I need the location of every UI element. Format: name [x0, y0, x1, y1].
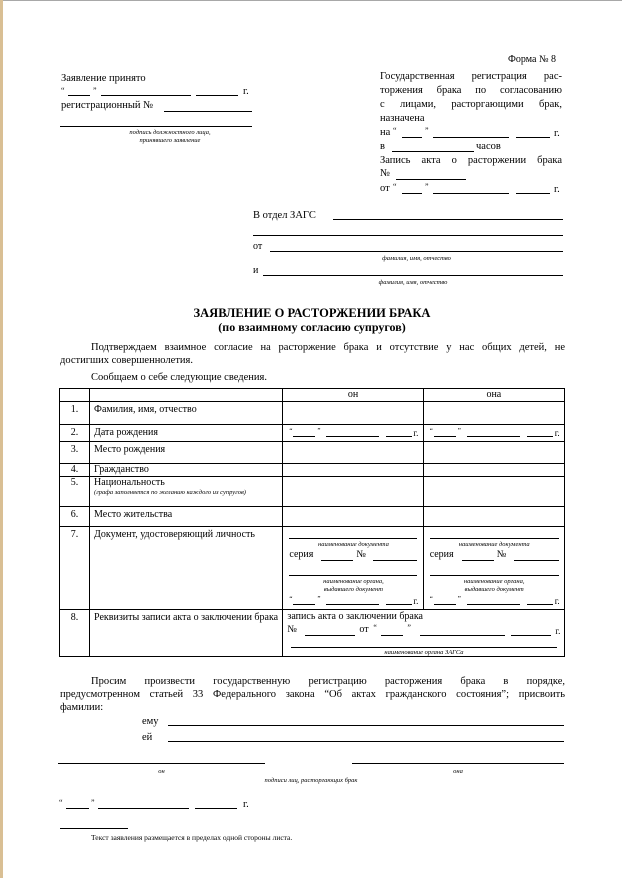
her-label: ей — [142, 732, 153, 743]
signature-caption-1: подпись должностного лица, — [129, 129, 211, 136]
quote-close: ” — [457, 595, 461, 603]
page-border-top — [0, 0, 622, 1]
table-row — [60, 464, 565, 477]
header-num-cell — [60, 389, 90, 402]
row-number: 2. — [60, 425, 90, 442]
table-row — [60, 402, 565, 425]
signatures-caption: подписи лиц, расторгающих брак — [264, 777, 358, 784]
year-suffix: г. — [554, 128, 560, 139]
he-birth-date-cell — [283, 425, 423, 442]
row-label-cell — [90, 477, 283, 507]
applicants-info-table — [59, 388, 565, 657]
issuer-caption-2: выдавшего документ — [464, 586, 524, 593]
registration-line-2: торжения брака по согласованию — [380, 85, 562, 96]
applicant-he-fio-field[interactable] — [270, 251, 563, 252]
document-title: ЗАЯВЛЕНИЕ О РАСТОРЖЕНИИ БРАКА — [193, 306, 431, 320]
appointed-month-field[interactable] — [433, 137, 509, 138]
row-label: Дата рождения — [90, 425, 283, 442]
row-label: Реквизиты записи акта о заключении брака — [90, 610, 283, 657]
table-row — [60, 610, 565, 657]
he-residence-cell[interactable] — [283, 507, 423, 527]
quote-close: ” — [425, 126, 429, 135]
she-doc-issue-year-field[interactable] — [527, 604, 553, 605]
day-field[interactable] — [68, 95, 90, 96]
page-border-left — [0, 0, 3, 878]
footnote-separator — [60, 828, 128, 829]
record-number-field[interactable] — [396, 179, 466, 180]
table-row — [60, 507, 565, 527]
he-citizenship-cell[interactable] — [283, 464, 423, 477]
marriage-record-cell — [283, 610, 565, 657]
series-label: серия — [429, 549, 454, 560]
he-doc-number-field[interactable] — [373, 560, 417, 561]
appointed-day-field[interactable] — [402, 137, 422, 138]
she-birth-place-cell[interactable] — [423, 442, 564, 464]
she-birth-day-field[interactable] — [434, 436, 456, 437]
marriage-month-field[interactable] — [420, 635, 505, 636]
row-label: Место рождения — [90, 442, 283, 464]
he-id-document-cell — [283, 527, 423, 610]
row-number: 1. — [60, 402, 90, 425]
quote-open: “ — [393, 126, 397, 135]
table-row — [60, 425, 565, 442]
column-he: он — [283, 389, 423, 402]
from-label: от — [253, 241, 263, 252]
table-header-row — [60, 389, 565, 402]
year-suffix: г. — [555, 626, 561, 636]
and-label: и — [253, 265, 259, 276]
she-doc-issue-day-field[interactable] — [434, 604, 456, 605]
she-doc-issuer-field[interactable] — [430, 575, 559, 576]
row-label: Документ, удостоверяющий личность — [90, 527, 283, 610]
she-id-document-cell — [423, 527, 564, 610]
row-number: 3. — [60, 442, 90, 464]
application-month-field[interactable] — [98, 808, 189, 809]
row-number: 7. — [60, 527, 90, 610]
accepted-title: Заявление принято — [61, 73, 146, 84]
he-doc-series-field[interactable] — [321, 560, 353, 561]
year-suffix: г. — [554, 428, 560, 438]
signature-she-caption: она — [453, 768, 463, 775]
zags-name-field-2[interactable] — [253, 235, 563, 236]
record-year-field[interactable] — [516, 193, 550, 194]
marriage-record-label: запись акта о заключении брака — [287, 611, 423, 622]
row-number: 6. — [60, 507, 90, 527]
year-suffix: г. — [243, 799, 249, 810]
year-suffix: г. — [413, 428, 419, 438]
appointed-label: назначена — [380, 113, 425, 124]
to-zags-label: В отдел ЗАГС — [253, 210, 316, 221]
quote-open: “ — [289, 595, 293, 603]
quote-open: “ — [429, 427, 433, 435]
from-label: от — [380, 183, 390, 194]
row-note: (графа заполняется по желанию каждого из супругов) — [94, 489, 246, 496]
record-label: Запись акта о расторжении брака — [380, 155, 562, 166]
number-label: № — [496, 549, 507, 560]
she-doc-number-field[interactable] — [514, 560, 559, 561]
registration-line-1: Государственная регистрация рас- — [380, 71, 562, 82]
issuer-caption-1: наименование органа, — [323, 578, 384, 585]
he-doc-name-field[interactable] — [289, 538, 417, 539]
fio-caption: фамилия, имя, отчество — [378, 279, 448, 286]
number-label: № — [287, 624, 297, 635]
quote-close: ” — [407, 623, 411, 632]
request-line-1: Просим произвести государственную регистрацию расторжения брака в порядке, — [91, 676, 565, 687]
month-field[interactable] — [101, 95, 191, 96]
he-birth-place-cell[interactable] — [283, 442, 423, 464]
footnote: Текст заявления размещается в пределах одной стороны листа. — [91, 833, 293, 842]
she-doc-name-field[interactable] — [430, 538, 559, 539]
on-label: на — [380, 127, 391, 138]
quote-close: ” — [457, 427, 461, 435]
quote-close: ” — [317, 595, 321, 603]
year-suffix: г. — [554, 596, 560, 606]
zags-authority-field[interactable] — [291, 647, 557, 648]
row-number: 4. — [60, 464, 90, 477]
he-birth-year-field[interactable] — [386, 436, 412, 437]
he-birth-month-field[interactable] — [326, 436, 379, 437]
zags-name-field[interactable] — [333, 219, 563, 220]
registration-line-3: с лицами, расторгающими брак, — [380, 99, 562, 110]
he-doc-issue-day-field[interactable] — [293, 604, 315, 605]
doc-name-caption: наименование документа — [458, 541, 530, 548]
surname-him-field[interactable] — [168, 725, 564, 726]
marriage-year-field[interactable] — [511, 635, 551, 636]
application-day-field[interactable] — [66, 808, 89, 809]
she-residence-cell[interactable] — [423, 507, 564, 527]
row-label: Место жительства — [90, 507, 283, 527]
signature-caption-2: принявшего заявление — [139, 137, 201, 144]
at-label: в — [380, 141, 385, 152]
he-fio-cell[interactable] — [283, 402, 423, 425]
quote-close: ” — [91, 798, 95, 807]
appointed-year-field[interactable] — [516, 137, 550, 138]
quote-close: ” — [425, 182, 429, 191]
table-row — [60, 477, 565, 507]
quote-close: ” — [317, 427, 321, 435]
row-number: 8. — [60, 610, 90, 657]
record-month-field[interactable] — [433, 193, 509, 194]
table-row — [60, 442, 565, 464]
she-birth-year-field[interactable] — [527, 436, 553, 437]
appointed-time-field[interactable] — [392, 151, 474, 152]
request-line-2: предусмотренном статьей 33 Федерального закона “Об актах гражданского состояния”; присвоить — [60, 689, 565, 700]
reg-number-field[interactable] — [164, 111, 252, 112]
quote-open: “ — [61, 86, 65, 95]
marriage-day-field[interactable] — [381, 635, 403, 636]
quote-open: “ — [373, 623, 377, 632]
year-field[interactable] — [196, 95, 238, 96]
record-day-field[interactable] — [402, 193, 422, 194]
official-signature-field[interactable] — [60, 126, 252, 127]
quote-open: “ — [429, 595, 433, 603]
row-label: Гражданство — [90, 464, 283, 477]
he-nationality-cell[interactable] — [283, 477, 423, 507]
issuer-caption-2: выдавшего документ — [323, 586, 383, 593]
quote-close: ” — [93, 86, 97, 95]
reg-number-label: регистрационный № — [61, 100, 154, 111]
hours-label: часов — [476, 141, 501, 152]
he-birth-day-field[interactable] — [293, 436, 315, 437]
row-label: Национальность — [94, 477, 165, 488]
zags-caption: наименование органа ЗАГСа — [384, 649, 464, 656]
quote-open: “ — [59, 798, 63, 807]
signature-he-caption: он — [158, 768, 165, 775]
he-doc-issue-month-field[interactable] — [326, 604, 379, 605]
year-suffix: г. — [413, 596, 419, 606]
application-year-field[interactable] — [195, 808, 237, 809]
she-citizenship-cell[interactable] — [423, 464, 564, 477]
year-suffix: г. — [554, 184, 560, 195]
she-birth-date-cell — [423, 425, 564, 442]
she-doc-series-field[interactable] — [462, 560, 494, 561]
marriage-record-number-field[interactable] — [305, 635, 355, 636]
row-number: 5. — [60, 477, 90, 507]
she-nationality-cell[interactable] — [423, 477, 564, 507]
header-label-cell — [90, 389, 283, 402]
he-doc-issue-year-field[interactable] — [386, 604, 412, 605]
doc-name-caption: наименование документа — [318, 541, 389, 548]
quote-open: “ — [393, 182, 397, 191]
she-fio-cell[interactable] — [423, 402, 564, 425]
applicant-she-fio-field[interactable] — [263, 275, 563, 276]
form-number: Форма № 8 — [508, 54, 556, 65]
year-suffix: г. — [243, 86, 249, 97]
request-line-3: фамилии: — [60, 702, 104, 713]
number-label: № — [356, 549, 366, 560]
she-doc-issue-month-field[interactable] — [467, 604, 520, 605]
he-doc-issuer-field[interactable] — [289, 575, 417, 576]
document-subtitle: (по взаимному согласию супругов) — [218, 320, 406, 334]
intro-info-line: Сообщаем о себе следующие сведения. — [91, 372, 267, 383]
series-label: серия — [289, 549, 314, 560]
column-she: она — [423, 389, 564, 402]
signature-he-field[interactable] — [58, 763, 265, 764]
table-row — [60, 527, 565, 610]
him-label: ему — [142, 716, 159, 727]
number-label: № — [380, 168, 391, 179]
surname-her-field[interactable] — [168, 741, 564, 742]
issuer-caption-1: наименование органа, — [463, 578, 525, 585]
she-birth-month-field[interactable] — [467, 436, 520, 437]
intro-paragraph-line-2: достигших совершеннолетия. — [60, 355, 193, 366]
signature-she-field[interactable] — [352, 763, 564, 764]
quote-open: “ — [289, 427, 293, 435]
fio-caption: фамилия, имя, отчество — [382, 255, 451, 262]
row-label: Фамилия, имя, отчество — [90, 402, 283, 425]
from-label: от — [359, 624, 369, 635]
intro-paragraph-line-1: Подтверждаем взаимное согласие на расторжение брака и отсутствие у нас общих детей, не — [91, 342, 565, 353]
